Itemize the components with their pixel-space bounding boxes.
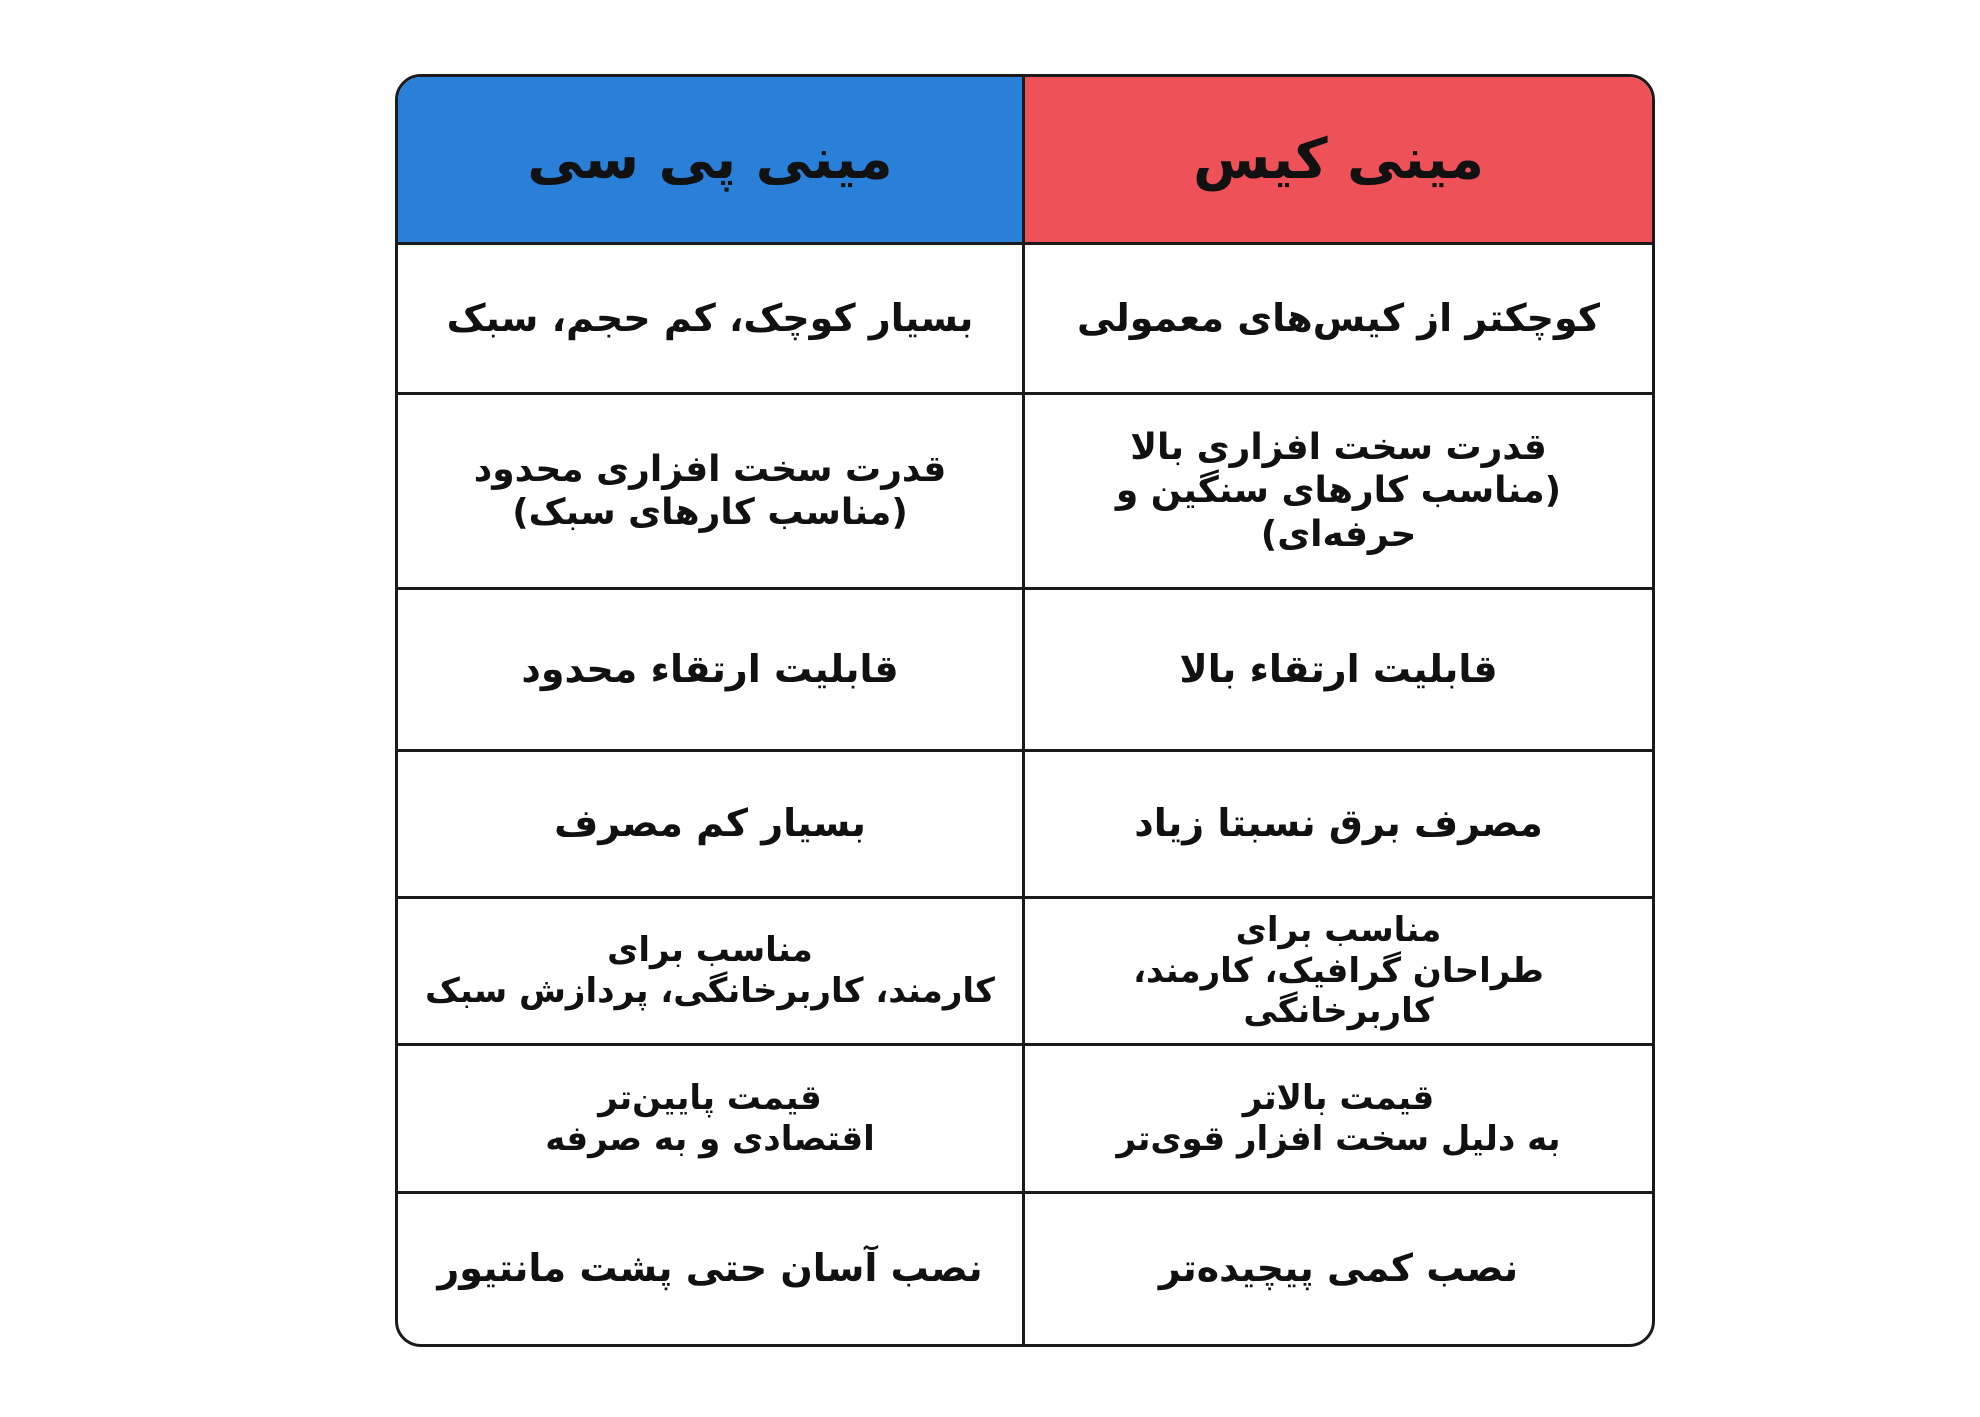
- cell-mini-case-power: [1025, 395, 1652, 590]
- cell-mini-pc-power: [398, 395, 1025, 590]
- cell-text: (مناسب کارهای سنگین و حرفه‌ای): [1115, 470, 1562, 555]
- cell-text: قابلیت ارتقاء محدود: [521, 646, 899, 691]
- cell-text: کارمند، کاربرخانگی، پردازش سبک: [425, 971, 995, 1011]
- cell-text: مناسب برای: [607, 930, 813, 971]
- cell-mini-pc-price: [398, 1046, 1025, 1194]
- cell-text: قیمت پایین‌تر: [598, 1077, 822, 1118]
- cell-mini-case-size: [1025, 245, 1652, 395]
- cell-mini-pc-consumption: [398, 752, 1025, 899]
- comparison-table: [395, 74, 1655, 1347]
- cell-mini-case-upgrade: [1025, 590, 1652, 752]
- header-mini-pc: [398, 77, 1025, 245]
- header-mini-pc-label: مینی پی سی: [527, 126, 893, 192]
- cell-mini-pc-suitable: [398, 899, 1025, 1046]
- header-mini-case-label: مینی کیس: [1192, 126, 1485, 192]
- cell-text: قیمت بالاتر: [1242, 1077, 1435, 1118]
- cell-text: قدرت سخت افزاری محدود: [473, 448, 947, 490]
- cell-text: طراحان گرافیک، کارمند، کاربرخانگی: [1133, 950, 1544, 1032]
- cell-text: نصب آسان حتی پشت مانتیور: [437, 1246, 983, 1291]
- cell-text: قابلیت ارتقاء بالا: [1179, 646, 1498, 691]
- cell-text: بسیار کم مصرف: [554, 801, 866, 846]
- cell-mini-case-price: [1025, 1046, 1652, 1194]
- cell-mini-case-install: [1025, 1194, 1652, 1344]
- cell-mini-case-suitable: [1025, 899, 1652, 1046]
- cell-text: (مناسب کارهای سبک): [512, 492, 908, 533]
- cell-text: بسیار کوچک، کم حجم، سبک: [446, 295, 974, 340]
- cell-text: اقتصادی و به صرفه: [545, 1118, 875, 1159]
- header-mini-case: [1025, 77, 1652, 245]
- cell-text: مصرف برق نسبتا زیاد: [1134, 801, 1543, 846]
- cell-text: به دلیل سخت افزار قوی‌تر: [1116, 1118, 1561, 1159]
- cell-text: قدرت سخت افزاری بالا: [1130, 427, 1547, 469]
- cell-mini-case-consumption: [1025, 752, 1652, 899]
- cell-text: مناسب برای: [1235, 909, 1442, 950]
- cell-mini-pc-install: [398, 1194, 1025, 1344]
- cell-mini-pc-upgrade: [398, 590, 1025, 752]
- cell-text: کوچکتر از کیس‌های معمولی: [1077, 295, 1600, 340]
- cell-mini-pc-size: [398, 245, 1025, 395]
- cell-text: نصب کمی پیچیده‌تر: [1158, 1246, 1519, 1291]
